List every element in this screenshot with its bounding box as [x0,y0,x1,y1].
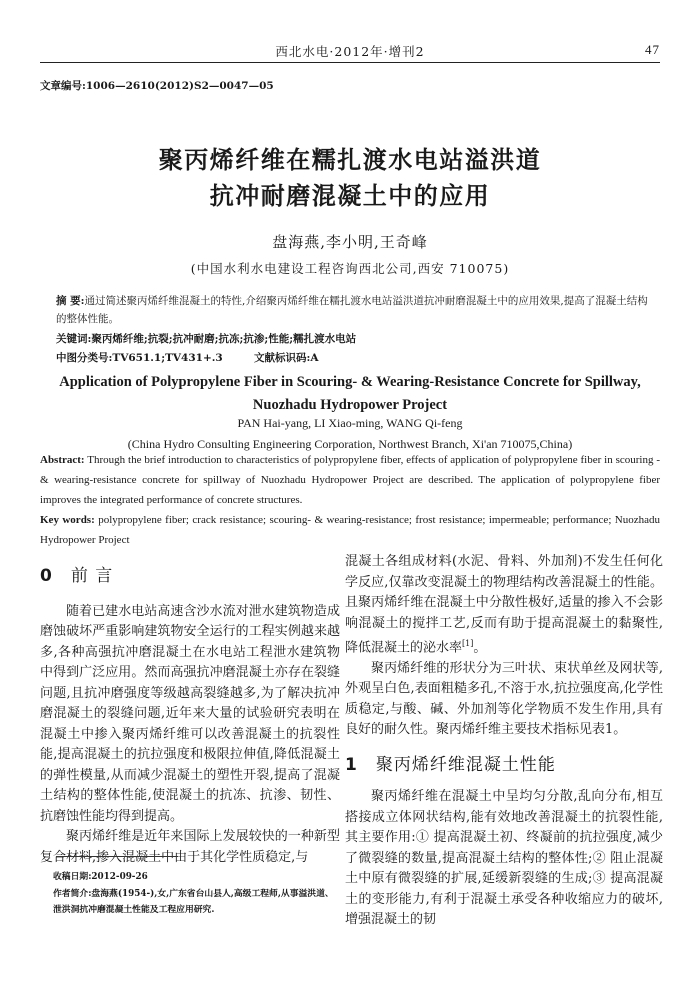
section-0-heading [40,566,340,587]
clc-number: 中图分类号:TV651.1;TV431+.3 [56,352,223,364]
section-1-number: 1 [345,754,358,775]
title-cn-line-1: 聚丙烯纤维在糯扎渡水电站溢洪道 [158,146,542,174]
abstract-en [40,450,660,510]
keywords-en-text: polypropylene fiber; crack resistance; scouring- & wearing-resistance; frost resistance; impermeable; performance; Nuozhadu Hydropower Project [40,514,661,546]
keywords-cn-label: 关键词: [56,333,92,345]
page-number: 47 [645,42,660,57]
keywords-cn-text: 聚丙烯纤维;抗裂;抗冲耐磨;抗冻;抗渗;性能;糯扎渡水电站 [91,333,357,345]
right-column [345,552,663,931]
section-0-title: 前 言 [70,566,114,586]
title-en-line-1: Application of Polypropylene Fiber in Scouring- & Wearing-Resistance Concrete for Spillway, [59,374,641,390]
abstract-cn-text: 通过简述聚丙烯纤维混凝土的特性,介绍聚丙烯纤维在糯扎渡水电站溢洪道抗冲耐磨混凝土中的应用效果,提高了混凝土结构的整体性能。 [56,295,648,325]
section-0-paragraph-1: 随着已建水电站高速含沙水流对泄水建筑物造成磨蚀破坏严重影响建筑物安全运行的工程实例越来越多,各种高强抗冲磨混凝土在水电站工程泄水建筑物中得到广泛应用。然而高强抗冲磨混凝土亦存在裂缝问题,且抗冲磨强度等级越高裂缝越多,为了解决抗冲磨混凝土的裂缝问题,近年来大量的试验研究表明在混凝土中掺入聚丙烯纤维可以改善混凝土的抗裂性能,提高混凝土的抗拉强度和极限拉伸值,降低混凝土的弹性模量,从而减少混凝土的塑性开裂,提高了混凝土结构的整体性能,使混凝土的抗冻、抗渗、韧性、抗磨蚀性能均得到提高。 [40,603,340,824]
running-header [40,40,660,63]
keywords-en [40,510,660,550]
section-0-paragraph-3: 聚丙烯纤维的形状分为三叶状、束状单丝及网状等,外观呈白色,表面粗糙多孔,不溶于水,抗拉强度高,化学性质稳定,与酸、碱、外加剂等化学物质不发生作用,具有良好的耐久性。聚丙烯纤维主要技术指标见表1。 [345,660,663,738]
abstract-cn [56,292,652,328]
section-1-heading [345,755,663,776]
title-cn-line-2: 抗冲耐磨混凝土中的应用 [209,182,491,210]
title-en-line-2: Nuozhadu Hydropower Project [252,397,448,413]
section-1-paragraph-1: 聚丙烯纤维在混凝土中呈均匀分散,乱向分布,相互搭接成立体网状结构,能有效地改善混凝土的抗裂性能,其主要作用:① 提高混凝土初、终凝前的抗拉强度,减少了微裂缝的数量,提高混凝土结构的整体性;② 阻止混凝土中原有微裂缝的扩展,延缓新裂缝的生成;③ 提高混凝土的变形能力,有利于混凝土承受各种收缩应力的破坏,增强混凝土的韧 [345,789,663,928]
footnote-divider [56,856,178,857]
classification-line [56,349,652,367]
keywords-cn [56,330,652,348]
paragraph-2-end: 。 [473,640,487,656]
footnote-author-intro: 作者简介:盘海燕(1954-),女,广东省台山县人,高级工程师,从事溢洪道、泄洪洞抗冲磨混凝土性能及工程应用研究. [53,889,334,915]
footnote-received-date: 收稿日期:2012-09-26 [53,872,148,882]
affiliation-cn: (中国水利水电建设工程咨询西北公司,西安 710075) [190,261,510,276]
title-en [40,371,660,417]
section-0-paragraph-2-start: 聚丙烯纤维是近年来国际上发展较快的一种新型复合材料,掺入混凝土中由于其化学性质稳定,与 [40,829,340,865]
affiliation-en: (China Hydro Consulting Engineering Corporation, Northwest Branch, Xi'an 710075,China) [127,437,573,451]
left-column [40,552,340,868]
authors-cn: 盘海燕,李小明,王奇峰 [272,233,428,251]
document-code: 文献标识码:A [254,352,319,364]
title-cn [40,142,660,214]
abstract-en-text: Through the brief introduction to characteristics of polypropylene fiber, effects of application of polypropylene fiber in scouring - & wearing-resistance concrete for spillway of Nuozhadu Hydropower Project are described. The application of polypropylene fiber improves the integrated performance of concrete structures. [40,454,660,506]
abstract-cn-label: 摘 要: [56,295,85,307]
paragraph-2-continued-text: 混凝土各组成材料(水泥、骨料、外加剂)不发生任何化学反应,仅靠改变混凝土的物理结构改善混凝土的性能。且聚丙烯纤维在混凝土中分散性极好,适量的掺入不会影响混凝土的搅拌工艺,反而有助于提高混凝土的黏聚性,降低混凝土的泌水率 [345,554,663,656]
section-0-paragraph-2-continued [345,552,663,659]
authors-en: PAN Hai-yang, LI Xiao-ming, WANG Qi-feng [237,416,463,430]
section-1-title: 聚丙烯纤维混凝土性能 [375,754,556,775]
section-0-number: 0 [40,566,53,586]
journal-name: 西北水电·2012年·增刊2 [275,44,425,59]
abstract-en-label: Abstract: [40,454,85,466]
keywords-en-label: Key words: [40,514,95,526]
reference-marker: [1] [462,639,474,648]
article-id: 文章编号:1006—2610(2012)S2—0047—05 [40,80,274,92]
